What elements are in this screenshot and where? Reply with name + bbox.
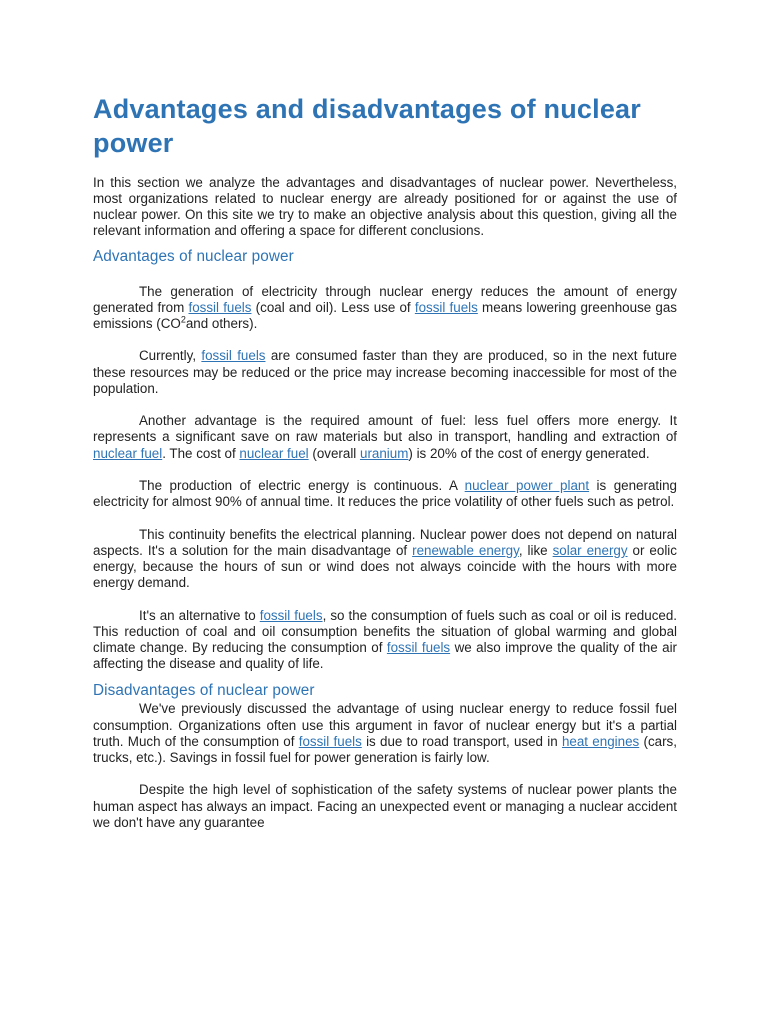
text-span: (overall	[308, 445, 360, 461]
text-span: or eolic energy, because the hours of sun or wind does not always coincide with the hours with more energy demand.	[93, 542, 677, 591]
disadvantages-heading: Disadvantages of nuclear power	[93, 682, 315, 700]
advantage-paragraph-2	[93, 348, 677, 397]
text-span: is due to road transport, used in	[361, 733, 562, 749]
text-span: It's an alternative to	[139, 607, 260, 623]
text-span: We've previously discussed the advantage of using nuclear energy to reduce fossil fuel consumption. Organizations often use this argument in favor of nuclear energy but it's a partial truth. Much of the consumption of	[93, 701, 677, 749]
disadvantage-paragraph-2	[93, 782, 677, 831]
advantage-paragraph-1	[93, 284, 677, 333]
text-span: Currently,	[139, 348, 202, 364]
fossil-fuels-link[interactable]: fossil fuels	[201, 348, 266, 364]
text-span: ) is 20% of the cost of energy generated.	[408, 445, 650, 461]
document-page	[93, 92, 677, 831]
text-span: , like	[518, 542, 553, 558]
fossil-fuels-link[interactable]: fossil fuels	[259, 607, 323, 623]
fossil-fuels-link[interactable]: fossil fuels	[414, 299, 478, 315]
advantage-paragraph-5	[93, 527, 677, 592]
text-span: Another advantage is the required amount of fuel: less fuel offers more energy. It represents a significant save on raw materials but also in transport, handling and extraction of	[93, 413, 677, 445]
text-span: we also improve the quality of the air affecting the disease and quality of life.	[93, 640, 678, 672]
nuclear-fuel-link[interactable]: nuclear fuel	[93, 445, 163, 461]
text-span: are consumed faster than they are produced, so in the next future these resources may be reduced or the price may increase becoming inaccessible for most of the population.	[93, 348, 677, 396]
text-span: is generating electricity for almost 90% of annual time. It reduces the price volatility of other fuels such as petrol.	[93, 478, 677, 510]
nuclear-fuel-link[interactable]: nuclear fuel	[239, 445, 309, 461]
text-span: . The cost of	[162, 445, 240, 461]
heat-engines-link[interactable]: heat engines	[561, 733, 640, 749]
text-span: , so the consumption of fuels such as coal or oil is reduced. This reduction of coal and oil consumption benefits the situation of global warming and global climate change. By reducing the consumption of	[93, 607, 678, 656]
text-span: means lowering greenhouse gas emissions (CO	[93, 299, 678, 332]
nuclear-power-plant-link[interactable]: nuclear power plant	[464, 478, 590, 494]
text-span: (cars, trucks, etc.). Savings in fossil fuel for power generation is fairly low.	[93, 733, 677, 766]
superscript: 2	[180, 314, 186, 325]
solar-energy-link[interactable]: solar energy	[552, 542, 628, 558]
disadvantage-paragraph-1	[93, 701, 677, 766]
text-span: and others).	[185, 316, 258, 332]
advantage-paragraph-4	[93, 478, 677, 510]
fossil-fuels-link[interactable]: fossil fuels	[188, 299, 252, 315]
text-span: This continuity benefits the electrical planning. Nuclear power does not depend on natural aspects. It's a solution for the main disadvantage of	[93, 526, 677, 558]
fossil-fuels-link[interactable]: fossil fuels	[386, 640, 451, 656]
text-span: (coal and oil). Less use of	[251, 299, 415, 315]
advantage-paragraph-3	[93, 413, 677, 462]
advantages-heading: Advantages of nuclear power	[93, 247, 294, 265]
fossil-fuels-link[interactable]: fossil fuels	[298, 733, 362, 749]
text-span: The production of electric energy is continuous. A	[139, 478, 465, 494]
renewable-energy-link[interactable]: renewable energy	[412, 542, 519, 558]
page-title: Advantages and disadvantages of nuclear power	[93, 94, 641, 158]
intro-paragraph: In this section we analyze the advantages and disadvantages of nuclear power. Nevertheless, most organizations related to nuclear energy are already positioned for or against the use of nuclear power. On this site we try to make an objective analysis about this question, giving all the relevant information and offering a space for different conclusions.	[93, 175, 677, 238]
uranium-link[interactable]: uranium	[360, 445, 409, 461]
text-span: Despite the high level of sophistication of the safety systems of nuclear power plants the human aspect has always an impact. Facing an unexpected event or managing a nuclear accident we don't have any guarantee	[93, 782, 677, 830]
advantage-paragraph-6	[93, 608, 677, 673]
text-span: The generation of electricity through nuclear energy reduces the amount of energy generated from	[93, 283, 677, 315]
